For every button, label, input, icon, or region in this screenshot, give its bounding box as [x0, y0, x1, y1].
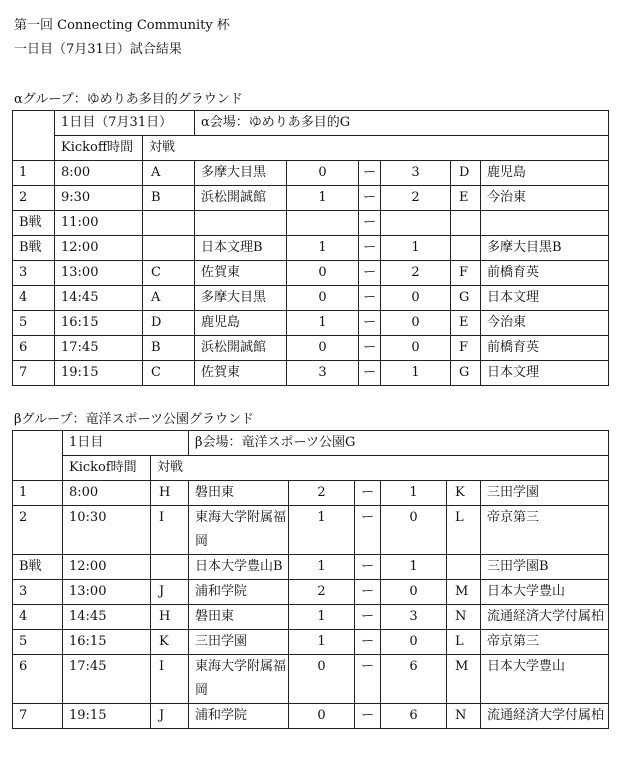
alpha-kickoff-time: 19:15 — [55, 361, 143, 386]
table-row — [13, 186, 609, 211]
alpha-kickoff-time: 8:00 — [55, 161, 143, 186]
beta-kickoff-time: 8:00 — [63, 481, 151, 506]
beta-team1-group: J — [151, 704, 189, 729]
beta-team2-score: 6 — [381, 655, 447, 704]
alpha-team2-score: 0 — [381, 336, 451, 361]
alpha-team2-score — [381, 211, 451, 236]
table-row — [13, 311, 609, 336]
alpha-col-match: 対戦 — [143, 136, 609, 161]
alpha-col-kickoff: Kickoff時間 — [55, 136, 143, 161]
beta-kickoff-time: 19:15 — [63, 704, 151, 729]
alpha-team2-name: 鹿児島 — [481, 161, 609, 186]
beta-match-no: 7 — [13, 704, 63, 729]
beta-team2-group: M — [447, 580, 481, 605]
beta-team1-group: I — [151, 506, 189, 555]
alpha-team1-name: 多摩大目黒 — [195, 286, 287, 311]
alpha-team2-score: 3 — [381, 161, 451, 186]
beta-col-kickoff: Kickof時間 — [63, 456, 151, 481]
alpha-team2-score: 2 — [381, 261, 451, 286]
beta-team1-name: 日本大学豊山B — [189, 555, 289, 580]
beta-team2-group: L — [447, 630, 481, 655]
beta-team1-name: 東海大学附属福岡 — [189, 655, 289, 704]
alpha-match-no: B戦 — [13, 236, 55, 261]
alpha-header-row-columns — [13, 136, 609, 161]
beta-team2-group: K — [447, 481, 481, 506]
table-row — [13, 555, 609, 580]
beta-team1-name: 三田学園 — [189, 630, 289, 655]
beta-team2-name: 流通経済大学付属柏 — [481, 704, 609, 729]
alpha-kickoff-time: 16:15 — [55, 311, 143, 336]
beta-team2-score: 1 — [381, 481, 447, 506]
alpha-team2-name: 多摩大目黒B — [481, 236, 609, 261]
alpha-team2-group: F — [451, 336, 481, 361]
alpha-team1-score: 1 — [287, 311, 359, 336]
beta-header-row-columns — [13, 456, 609, 481]
beta-kickoff-time: 13:00 — [63, 580, 151, 605]
alpha-kickoff-time: 13:00 — [55, 261, 143, 286]
beta-team1-name: 磐田東 — [189, 481, 289, 506]
alpha-score-dash: ー — [359, 336, 381, 361]
beta-team2-score: 3 — [381, 605, 447, 630]
alpha-team2-name: 今治東 — [481, 311, 609, 336]
alpha-team1-group — [143, 236, 195, 261]
alpha-header-row-date — [13, 111, 609, 136]
alpha-team2-group: G — [451, 286, 481, 311]
alpha-kickoff-time: 9:30 — [55, 186, 143, 211]
beta-score-dash: ー — [355, 580, 381, 605]
table-row — [13, 630, 609, 655]
beta-team2-name: 帝京第三 — [481, 630, 609, 655]
beta-col-match: 対戦 — [151, 456, 609, 481]
alpha-team2-name: 前橋育英 — [481, 336, 609, 361]
alpha-team1-group — [143, 211, 195, 236]
alpha-score-dash: ー — [359, 161, 381, 186]
beta-team2-score: 1 — [381, 555, 447, 580]
alpha-match-no: 2 — [13, 186, 55, 211]
table-row — [13, 506, 609, 555]
table-row — [13, 704, 609, 729]
beta-team2-name: 三田学園 — [481, 481, 609, 506]
table-row — [13, 481, 609, 506]
beta-team2-score: 0 — [381, 580, 447, 605]
beta-team1-score: 2 — [289, 580, 355, 605]
beta-team1-name: 浦和学院 — [189, 704, 289, 729]
beta-team2-name: 日本大学豊山 — [481, 580, 609, 605]
beta-score-dash: ー — [355, 704, 381, 729]
beta-team2-name: 三田学園B — [481, 555, 609, 580]
beta-team1-score: 0 — [289, 704, 355, 729]
beta-team1-score: 2 — [289, 481, 355, 506]
alpha-kickoff-time: 11:00 — [55, 211, 143, 236]
alpha-team1-score: 0 — [287, 336, 359, 361]
alpha-team2-group: F — [451, 261, 481, 286]
alpha-kickoff-time: 14:45 — [55, 286, 143, 311]
beta-kickoff-time: 16:15 — [63, 630, 151, 655]
table-row — [13, 361, 609, 386]
alpha-match-no: 7 — [13, 361, 55, 386]
alpha-score-dash: ー — [359, 361, 381, 386]
alpha-group-heading: αグループ：ゆめりあ多目的グラウンド — [14, 92, 243, 107]
beta-team2-score: 6 — [381, 704, 447, 729]
alpha-score-dash: ー — [359, 261, 381, 286]
beta-team1-name: 浦和学院 — [189, 580, 289, 605]
alpha-team1-name: 鹿児島 — [195, 311, 287, 336]
table-row — [13, 336, 609, 361]
beta-team2-group — [447, 555, 481, 580]
beta-group-heading: βグループ：竜洋スポーツ公園グラウンド — [14, 412, 254, 427]
beta-match-no: 2 — [13, 506, 63, 555]
alpha-team1-group: A — [143, 161, 195, 186]
alpha-team2-score: 2 — [381, 186, 451, 211]
beta-match-no: 5 — [13, 630, 63, 655]
beta-kickoff-time: 10:30 — [63, 506, 151, 555]
table-row — [13, 211, 609, 236]
beta-score-dash: ー — [355, 630, 381, 655]
table-row — [13, 236, 609, 261]
beta-team1-score: 1 — [289, 605, 355, 630]
alpha-team1-group: C — [143, 361, 195, 386]
table-row — [13, 286, 609, 311]
beta-match-no: 3 — [13, 580, 63, 605]
beta-team1-score: 1 — [289, 555, 355, 580]
beta-team2-name: 日本大学豊山 — [481, 655, 609, 704]
beta-team2-name: 帝京第三 — [481, 506, 609, 555]
alpha-team1-score: 1 — [287, 186, 359, 211]
alpha-score-dash: ー — [359, 286, 381, 311]
alpha-team1-score: 1 — [287, 236, 359, 261]
beta-venue: β会場：竜洋スポーツ公園G — [189, 431, 609, 456]
alpha-score-dash: ー — [359, 236, 381, 261]
alpha-date: 1日目（7月31日） — [55, 111, 195, 136]
alpha-score-dash: ー — [359, 211, 381, 236]
alpha-team2-name — [481, 211, 609, 236]
table-row — [13, 605, 609, 630]
alpha-kickoff-time: 12:00 — [55, 236, 143, 261]
alpha-team1-score: 0 — [287, 286, 359, 311]
alpha-team1-score: 0 — [287, 261, 359, 286]
alpha-team1-name: 多摩大目黒 — [195, 161, 287, 186]
beta-score-dash: ー — [355, 655, 381, 704]
alpha-team1-name: 佐賀東 — [195, 261, 287, 286]
alpha-match-no: 6 — [13, 336, 55, 361]
alpha-team2-group: E — [451, 311, 481, 336]
document-title: 第一回 Connecting Community 杯 — [14, 18, 230, 33]
alpha-team1-score: 3 — [287, 361, 359, 386]
beta-team1-group: I — [151, 655, 189, 704]
alpha-kickoff-time: 17:45 — [55, 336, 143, 361]
table-row — [13, 655, 609, 704]
beta-team2-group: N — [447, 704, 481, 729]
alpha-team2-name: 前橋育英 — [481, 261, 609, 286]
alpha-team2-group: E — [451, 186, 481, 211]
table-row — [13, 580, 609, 605]
alpha-team2-group — [451, 236, 481, 261]
beta-team2-group: L — [447, 506, 481, 555]
alpha-team2-score: 1 — [381, 236, 451, 261]
beta-match-no: 6 — [13, 655, 63, 704]
beta-team1-score: 0 — [289, 655, 355, 704]
beta-team1-group — [151, 555, 189, 580]
alpha-team1-name: 日本文理B — [195, 236, 287, 261]
alpha-team1-name: 佐賀東 — [195, 361, 287, 386]
beta-match-no: 1 — [13, 481, 63, 506]
beta-team1-group: J — [151, 580, 189, 605]
alpha-score-dash: ー — [359, 311, 381, 336]
alpha-score-dash: ー — [359, 186, 381, 211]
alpha-match-no: B戦 — [13, 211, 55, 236]
alpha-results-table — [12, 110, 609, 386]
table-row — [13, 161, 609, 186]
document-subtitle: 一日目（7月31日）試合結果 — [14, 42, 182, 57]
beta-date: 1日目 — [63, 431, 189, 456]
alpha-match-no: 5 — [13, 311, 55, 336]
beta-score-dash: ー — [355, 506, 381, 555]
alpha-team2-score: 0 — [381, 311, 451, 336]
alpha-match-no: 3 — [13, 261, 55, 286]
beta-team1-group: H — [151, 481, 189, 506]
alpha-venue: α会場：ゆめりあ多目的G — [195, 111, 609, 136]
alpha-team2-score: 1 — [381, 361, 451, 386]
alpha-team2-name: 今治東 — [481, 186, 609, 211]
beta-team1-group: K — [151, 630, 189, 655]
beta-score-dash: ー — [355, 481, 381, 506]
beta-score-dash: ー — [355, 555, 381, 580]
beta-match-no: B戦 — [13, 555, 63, 580]
beta-score-dash: ー — [355, 605, 381, 630]
beta-team2-name: 流通経済大学付属柏 — [481, 605, 609, 630]
beta-kickoff-time: 14:45 — [63, 605, 151, 630]
alpha-team2-name: 日本文理 — [481, 361, 609, 386]
alpha-team1-group: D — [143, 311, 195, 336]
beta-team2-score: 0 — [381, 630, 447, 655]
beta-header-row-date — [13, 431, 609, 456]
beta-team2-group: N — [447, 605, 481, 630]
beta-team1-score: 1 — [289, 630, 355, 655]
beta-kickoff-time: 12:00 — [63, 555, 151, 580]
alpha-team1-score: 0 — [287, 161, 359, 186]
alpha-team2-group — [451, 211, 481, 236]
alpha-team1-group: C — [143, 261, 195, 286]
beta-team1-score: 1 — [289, 506, 355, 555]
alpha-team1-group: A — [143, 286, 195, 311]
alpha-team2-score: 0 — [381, 286, 451, 311]
beta-team2-score: 0 — [381, 506, 447, 555]
alpha-team2-group: D — [451, 161, 481, 186]
alpha-team2-group: G — [451, 361, 481, 386]
beta-results-table — [12, 430, 609, 729]
beta-kickoff-time: 17:45 — [63, 655, 151, 704]
beta-team1-name: 磐田東 — [189, 605, 289, 630]
beta-team1-name: 東海大学附属福岡 — [189, 506, 289, 555]
alpha-team1-group: B — [143, 186, 195, 211]
beta-match-no: 4 — [13, 605, 63, 630]
alpha-match-no: 1 — [13, 161, 55, 186]
beta-team1-group: H — [151, 605, 189, 630]
beta-team2-group: M — [447, 655, 481, 704]
alpha-team1-name: 浜松開誠館 — [195, 336, 287, 361]
alpha-team2-name: 日本文理 — [481, 286, 609, 311]
alpha-team1-group: B — [143, 336, 195, 361]
alpha-team1-score — [287, 211, 359, 236]
alpha-match-no: 4 — [13, 286, 55, 311]
alpha-team1-name — [195, 211, 287, 236]
alpha-team1-name: 浜松開誠館 — [195, 186, 287, 211]
table-row — [13, 261, 609, 286]
